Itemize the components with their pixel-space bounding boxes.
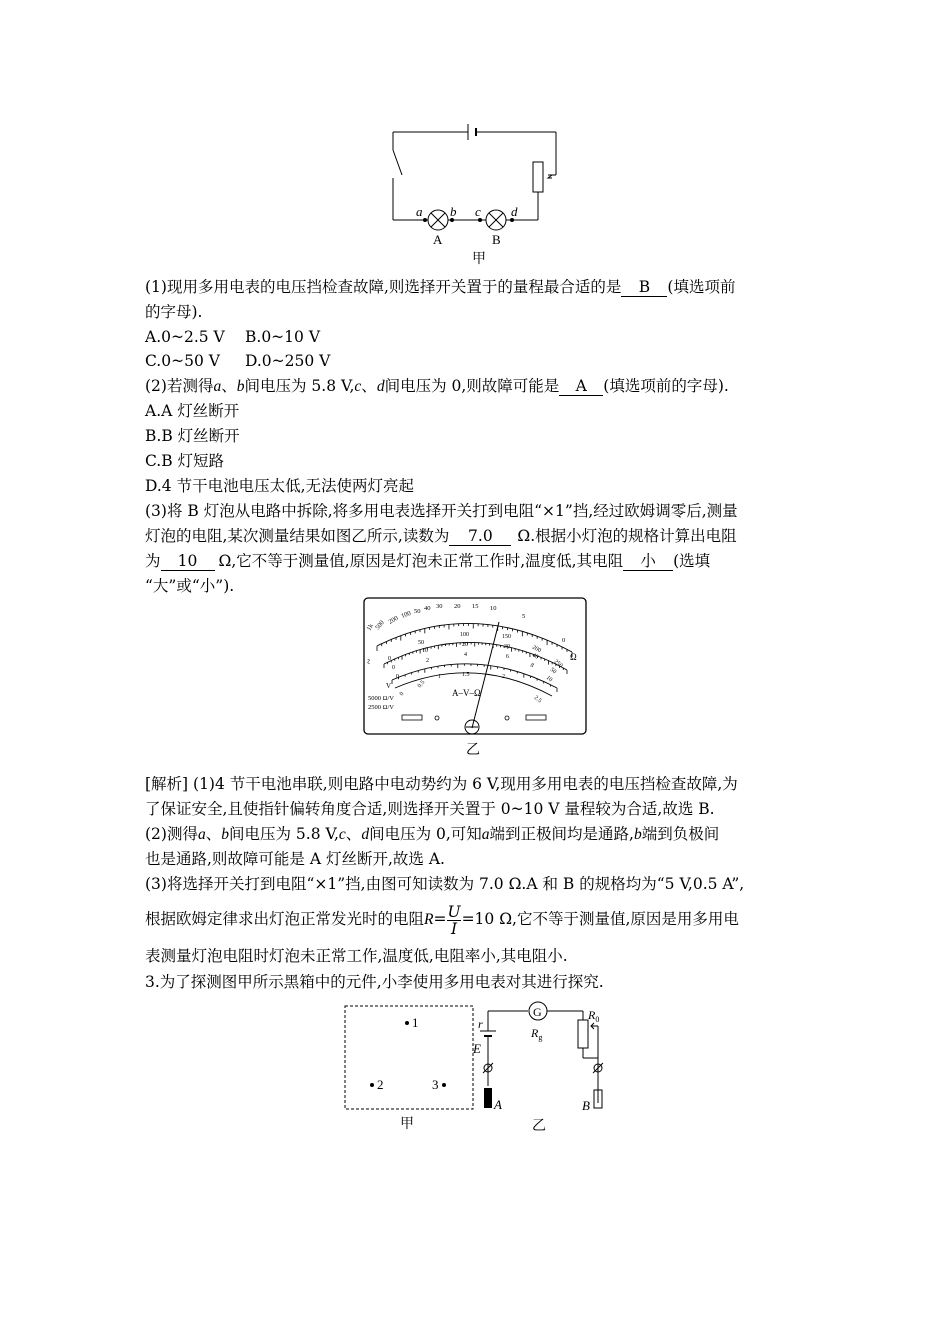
solution-line1: [解析] (1)4 节干电池串联,则电路中电动势约为 6 V,现用多用电表的电压挡检查故障,为 bbox=[145, 775, 738, 793]
q3-line1: (3)将 B 灯泡从电路中拆除,将多用电表选择开关打到电阻“×1”挡,经过欧姆调零后,测量 bbox=[145, 502, 738, 520]
v-mark: V bbox=[386, 682, 392, 690]
v50-tick-0: 0 bbox=[392, 665, 395, 671]
ohm-tick-100: 100 bbox=[400, 609, 412, 620]
ohm-law-fraction: $\frac{U}{I}$ bbox=[447, 902, 461, 938]
ohm-tick-10: 10 bbox=[490, 605, 497, 612]
dc-scale-arc bbox=[384, 642, 567, 670]
ohm-tick-15: 15 bbox=[472, 603, 479, 610]
sensitivity-1: 5000 Ω/V bbox=[368, 695, 394, 702]
lamp-a-label: A bbox=[433, 232, 443, 247]
probe-a bbox=[484, 1088, 492, 1108]
q1-stem-line2: 的字母). bbox=[145, 303, 203, 321]
switch bbox=[393, 150, 402, 175]
v50-tick-30: 30 bbox=[504, 644, 510, 650]
figure-jia-caption: 甲 bbox=[472, 252, 486, 267]
v25-tick-1: 1 bbox=[438, 674, 441, 680]
solution-line3: (2)测得a、b间电压为 5.8 V,c、d间电压为 0,可知a端到正极间均是通路,b端到负极间 bbox=[145, 825, 720, 843]
figure-yi-meter bbox=[362, 596, 588, 758]
ohm-unit: Ω bbox=[570, 652, 577, 662]
point-d-label: d bbox=[511, 204, 518, 219]
terminal-3: 3 bbox=[432, 1077, 439, 1092]
r0-label: $R_0$ bbox=[588, 1008, 600, 1024]
q1-answer: B bbox=[621, 279, 667, 297]
q4-stem: 3.为了探测图甲所示黑箱中的元件,小李使用多用电表对其进行探究. bbox=[145, 973, 604, 991]
q1-options-cd: C.0~50 V D.0~250 V bbox=[145, 352, 331, 370]
q3-line3: 为 10 Ω,它不等于测量值,原因是灯泡未正常工作时,温度低,其电阻 小 (选填 bbox=[145, 552, 711, 570]
q3-answer-reading: 7.0 bbox=[449, 528, 511, 546]
q2-option-d: D.4 节干电池电压太低,无法使两灯亮起 bbox=[145, 477, 415, 495]
q1-stem: (1)现用多用电表的电压挡检查故障,则选择开关置于的量程最合适的是 B (填选项前 bbox=[145, 278, 736, 296]
q2-option-b: B.B 灯丝断开 bbox=[145, 427, 240, 445]
ohm-tick-200: 200 bbox=[387, 614, 400, 626]
q1-options-ab: A.0~2.5 V B.0~10 V bbox=[145, 328, 321, 346]
q3-answer-resistance: 10 bbox=[161, 553, 215, 571]
figure-box-caption-yi: 乙 bbox=[532, 1119, 546, 1134]
v10-tick-8: 8 bbox=[529, 662, 535, 670]
q2-option-a: A.A 灯丝断开 bbox=[145, 402, 240, 420]
internal-resistance-label: r bbox=[478, 1017, 483, 1031]
v250-tick-50: 50 bbox=[418, 640, 424, 646]
sensitivity-2: 2500 Ω/V bbox=[368, 704, 394, 711]
solution-line2: 了保证安全,且使指针偏转角度合适,则选择开关置于 0~10 V 量程较为合适,故选 B. bbox=[145, 800, 715, 818]
v10-tick-0: 0 bbox=[396, 674, 399, 680]
rg-label: $R_g$ bbox=[531, 1026, 543, 1042]
v10-tick-10: 10 bbox=[544, 674, 554, 684]
v250-tick-0: 0 bbox=[388, 656, 391, 662]
v25-tick-2: 2 bbox=[502, 674, 505, 680]
v10-tick-2: 2 bbox=[426, 658, 429, 664]
v50-tick-40: 40 bbox=[531, 652, 540, 661]
probe-b-label: B bbox=[582, 1098, 590, 1113]
ohm-tick-0: 0 bbox=[562, 637, 566, 644]
v50-tick-50: 50 bbox=[548, 666, 558, 676]
figure-blackbox bbox=[340, 998, 640, 1138]
q3-answer-compare: 小 bbox=[623, 553, 673, 571]
terminal-2: 2 bbox=[377, 1077, 384, 1092]
galvanometer-label: G bbox=[533, 1005, 542, 1019]
figure-yi-caption: 乙 bbox=[466, 743, 480, 758]
v50-tick-20: 20 bbox=[462, 642, 468, 648]
point-a-label: a bbox=[416, 204, 423, 219]
ohm-tick-20: 20 bbox=[454, 603, 461, 610]
ohm-tick-500: 500 bbox=[374, 619, 386, 632]
v250-tick-100: 100 bbox=[460, 632, 469, 638]
v50-tick-10: 10 bbox=[422, 648, 428, 654]
ac-mark: ~ bbox=[364, 658, 375, 664]
probe-a-label: A bbox=[494, 1097, 502, 1112]
rheostat-r0 bbox=[578, 1020, 588, 1048]
v250-tick-150: 150 bbox=[502, 634, 511, 640]
q2-stem: (2)若测得a、b间电压为 5.8 V,c、d间电压为 0,则故障可能是 A (填选项前的字母). bbox=[145, 377, 729, 395]
v10-tick-4: 4 bbox=[464, 652, 467, 658]
ohm-tick-40: 40 bbox=[424, 605, 431, 612]
v25-tick-0: 0 bbox=[398, 691, 406, 698]
figure-box-caption-jia: 甲 bbox=[400, 1117, 414, 1132]
solution-line7: 表测量灯泡电阻时灯泡未正常工作,温度低,电阻率小,其电阻小. bbox=[145, 947, 568, 965]
ohm-tick-30: 30 bbox=[436, 603, 443, 610]
v250-tick-250: 250 bbox=[552, 658, 564, 670]
v10-tick-6: 6 bbox=[506, 654, 509, 660]
solution-line5: (3)将选择开关打到电阻“×1”挡,由图可知读数为 7.0 Ω.A 和 B 的规格均为“5 V,0.5 A”, bbox=[145, 875, 745, 893]
ohm-tick-50: 50 bbox=[414, 608, 421, 615]
lamp-b-label: B bbox=[492, 232, 501, 247]
q3-line4: “大”或“小”). bbox=[145, 577, 235, 595]
meter-needle bbox=[472, 622, 499, 728]
q3-line2: 灯泡的电阻,某次测量结果如图乙所示,读数为 7.0 Ω.根据小灯泡的规格计算出电阻 bbox=[145, 527, 737, 545]
v25-tick-25: 2.5 bbox=[532, 694, 543, 705]
rheostat bbox=[533, 162, 543, 192]
ohm-tick-5: 5 bbox=[522, 613, 526, 620]
point-c-label: c bbox=[475, 204, 481, 219]
black-box bbox=[345, 1006, 473, 1109]
ohm-scale-arc bbox=[377, 623, 572, 652]
v250-tick-200: 200 bbox=[531, 644, 542, 655]
point-b-label: b bbox=[450, 204, 457, 219]
v25-tick-05: 0.5 bbox=[416, 679, 427, 690]
solution-line4: 也是通路,则故障可能是 A 灯丝断开,故选 A. bbox=[145, 850, 445, 868]
ohm-tick-1k: 1k bbox=[365, 622, 375, 632]
emf-label: E bbox=[473, 1041, 481, 1056]
v25-tick-15: 1.5 bbox=[462, 672, 470, 678]
meter-center-label: A–V–Ω bbox=[452, 688, 481, 698]
terminal-1: 1 bbox=[412, 1015, 419, 1030]
q2-answer: A bbox=[559, 378, 603, 396]
q2-option-c: C.B 灯短路 bbox=[145, 452, 225, 470]
solution-line6: 根据欧姆定律求出灯泡正常发光时的电阻R= $\frac{U}{I}$ =10 Ω,它不等于测量值,原因是用多用电 bbox=[145, 902, 739, 938]
figure-jia-circuit bbox=[380, 120, 580, 270]
